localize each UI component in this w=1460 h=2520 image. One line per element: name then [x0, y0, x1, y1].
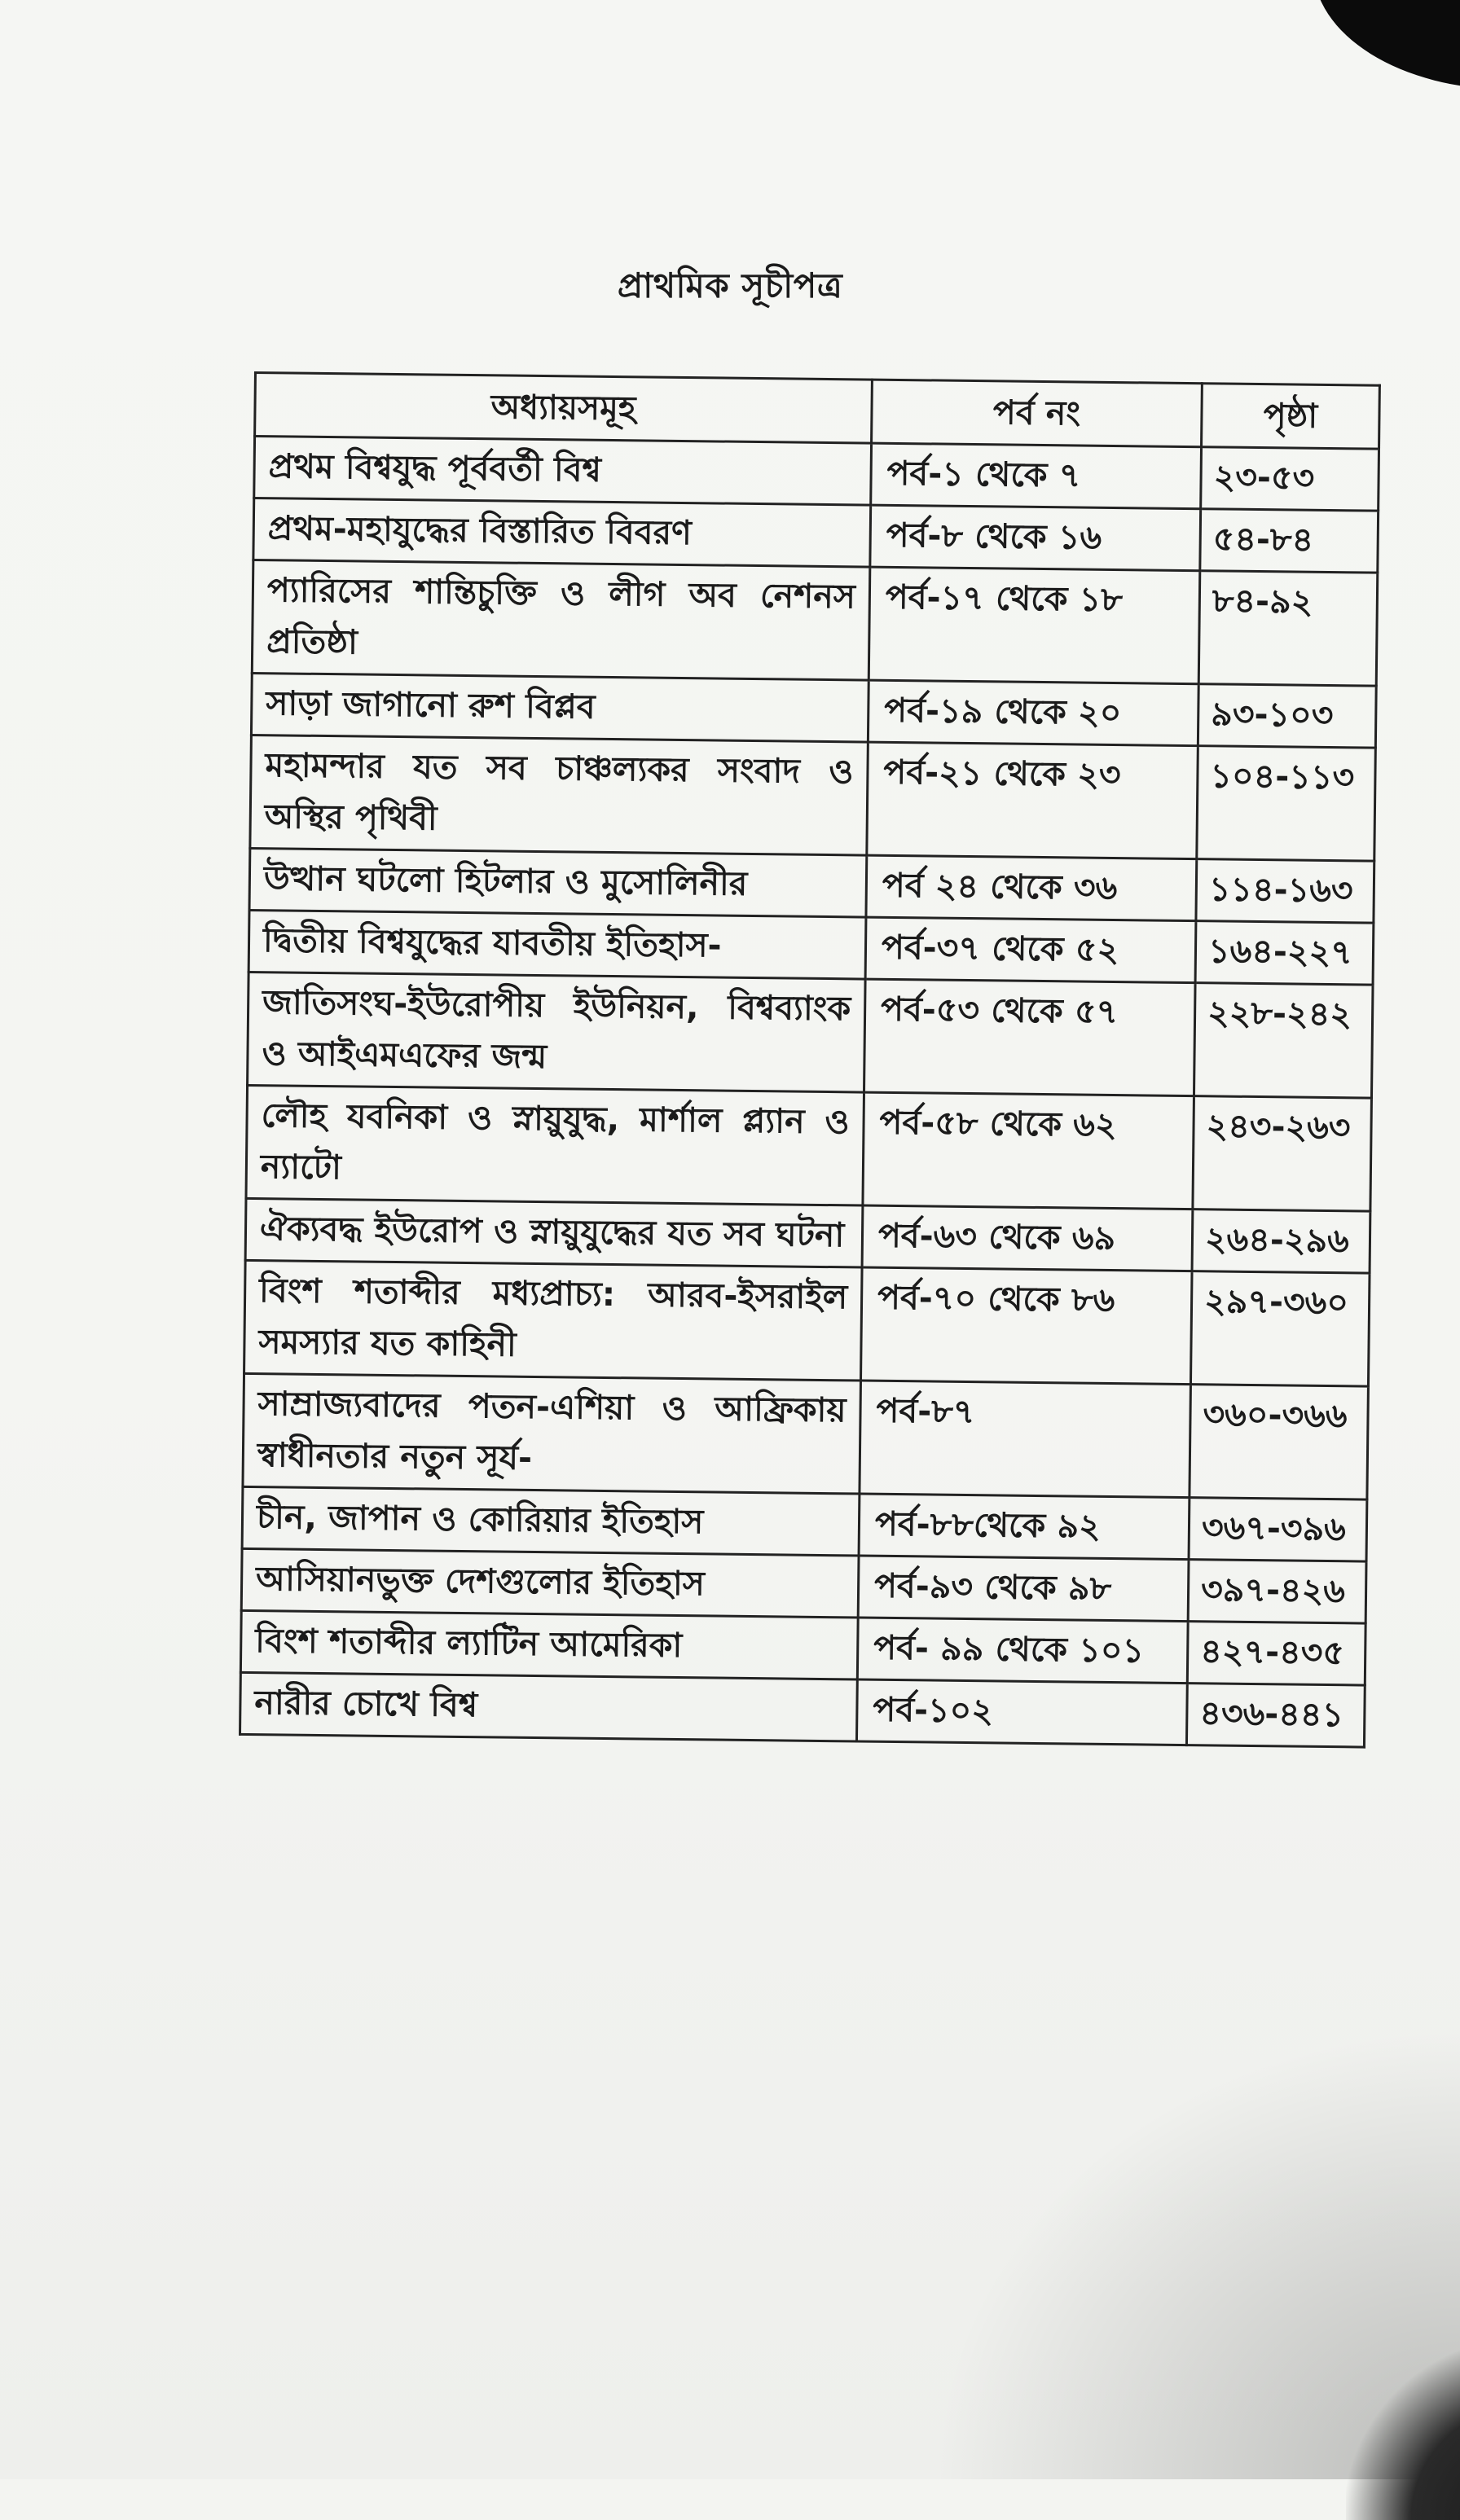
chapter-cell: বিংশ শতাব্দীর মধ্যপ্রাচ্য: আরব-ইসরাইল সমস্যার যত কাহিনী: [244, 1260, 863, 1381]
episode-cell: পর্ব-৬৩ থেকে ৬৯: [862, 1205, 1193, 1271]
episode-cell: পর্ব-১ থেকে ৭: [871, 443, 1202, 509]
episode-cell: পর্ব-৩৭ থেকে ৫২: [865, 917, 1196, 983]
page-range-cell: ৮৪-৯২: [1198, 571, 1378, 686]
table-row: [243, 1373, 1368, 1499]
chapter-cell: মহামন্দার যত সব চাঞ্চল্যকর সংবাদ ও অস্থির পৃথিবী: [250, 735, 869, 855]
chapter-cell: বিংশ শতাব্দীর ল্যাটিন আমেরিকা: [240, 1610, 858, 1679]
page-range-cell: ১০৪-১১৩: [1197, 746, 1376, 861]
chapter-cell: দ্বিতীয় বিশ্বযুদ্ধের যাবতীয় ইতিহাস-: [248, 910, 866, 979]
page-range-cell: ১৬৪-২২৭: [1195, 921, 1374, 985]
page-range-cell: ২৩-৫৩: [1201, 447, 1379, 511]
chapter-cell: জাতিসংঘ-ইউরোপীয় ইউনিয়ন, বিশ্বব্যাংক ও আইএমএফের জন্ম: [248, 972, 866, 1092]
chapter-cell: চীন, জাপান ও কোরিয়ার ইতিহাস: [242, 1486, 860, 1556]
table-row: [246, 1085, 1371, 1211]
chapter-cell: সাম্রাজ্যবাদের পতন-এশিয়া ও আফ্রিকায় স্বাধীনতার নতুন সূর্য-: [243, 1373, 861, 1494]
chapter-cell: উত্থান ঘটলো হিটলার ও মুসোলিনীর: [249, 848, 867, 917]
episode-cell: পর্ব-৮৮থেকে ৯২: [859, 1494, 1190, 1560]
episode-cell: পর্ব ২৪ থেকে ৩৬: [866, 855, 1197, 921]
background-corner-top-right: [1313, 0, 1460, 90]
episode-cell: পর্ব-৯৩ থেকে ৯৮: [858, 1556, 1189, 1622]
header-episode-no: পর্ব নং: [872, 380, 1203, 447]
page-range-cell: ২৬৪-২৯৬: [1192, 1210, 1370, 1273]
page-range-cell: ৪২৭-৪৩৫: [1187, 1622, 1365, 1685]
page-range-cell: ৯৩-১০৩: [1198, 684, 1376, 748]
episode-cell: পর্ব-৫৮ থেকে ৬২: [863, 1092, 1194, 1210]
page-range-cell: ৩৯৭-৪২৬: [1188, 1560, 1366, 1623]
header-chapters: অধ্যায়সমূহ: [255, 373, 873, 444]
chapter-cell: আসিয়ানভুক্ত দেশগুলোর ইতিহাস: [241, 1548, 859, 1618]
page-range-cell: ২৯৭-৩৬০: [1190, 1271, 1370, 1386]
episode-cell: পর্ব-৮ থেকে ১৬: [870, 505, 1201, 571]
table-row: [248, 972, 1373, 1098]
chapter-cell: প্যারিসের শান্তিচুক্তি ও লীগ অব নেশনস প্রতিষ্ঠা: [252, 560, 870, 681]
table-row: [250, 735, 1375, 861]
table-row: [240, 1672, 1365, 1747]
chapter-cell: সাড়া জাগানো রুশ বিপ্লব: [251, 673, 869, 742]
chapter-cell: লৌহ যবনিকা ও স্নায়ুযুদ্ধ, মার্শাল প্ল্যান ও ন্যাটো: [246, 1085, 864, 1205]
page-range-cell: ৩৬৭-৩৯৬: [1189, 1498, 1367, 1561]
episode-cell: পর্ব- ৯৯ থেকে ১০১: [857, 1618, 1188, 1684]
page-range-cell: ২২৮-২৪২: [1194, 983, 1373, 1098]
page-range-cell: ১১৪-১৬৩: [1196, 859, 1374, 923]
episode-cell: পর্ব-৭০ থেকে ৮৬: [860, 1267, 1192, 1385]
episode-cell: পর্ব-৫৩ থেকে ৫৭: [864, 979, 1196, 1096]
table-row: [252, 560, 1377, 687]
episode-cell: পর্ব-১০২: [856, 1679, 1187, 1745]
episode-cell: পর্ব-৮৭: [860, 1381, 1191, 1498]
background-corner-bottom-right: [1346, 2341, 1460, 2520]
table-row: [244, 1260, 1370, 1386]
page-range-cell: ৫৪-৮৪: [1200, 509, 1379, 573]
page-range-cell: ২৪৩-২৬৩: [1193, 1096, 1372, 1211]
page-range-cell: ৩৬০-৩৬৬: [1190, 1385, 1369, 1499]
chapter-cell: প্রথম বিশ্বযুদ্ধ পূর্ববর্তী বিশ্ব: [254, 437, 872, 506]
page-title: প্রাথমিক সূচীপত্র: [617, 266, 843, 305]
page-range-cell: ৪৩৬-৪৪১: [1186, 1684, 1365, 1747]
chapter-cell: নারীর চোখে বিশ্ব: [240, 1672, 858, 1741]
episode-cell: পর্ব-১৯ থেকে ২০: [868, 680, 1198, 746]
episode-cell: পর্ব-২১ থেকে ২৩: [867, 742, 1198, 859]
header-page: পৃষ্ঠা: [1202, 384, 1380, 449]
chapter-cell: প্রথম-মহাযুদ্ধের বিস্তারিত বিবরণ: [253, 498, 871, 568]
episode-cell: পর্ব-১৭ থেকে ১৮: [869, 567, 1200, 684]
table-of-contents: [239, 371, 1381, 1749]
chapter-cell: ঐক্যবদ্ধ ইউরোপ ও স্নায়ুযুদ্ধের যত সব ঘটনা: [245, 1198, 863, 1267]
